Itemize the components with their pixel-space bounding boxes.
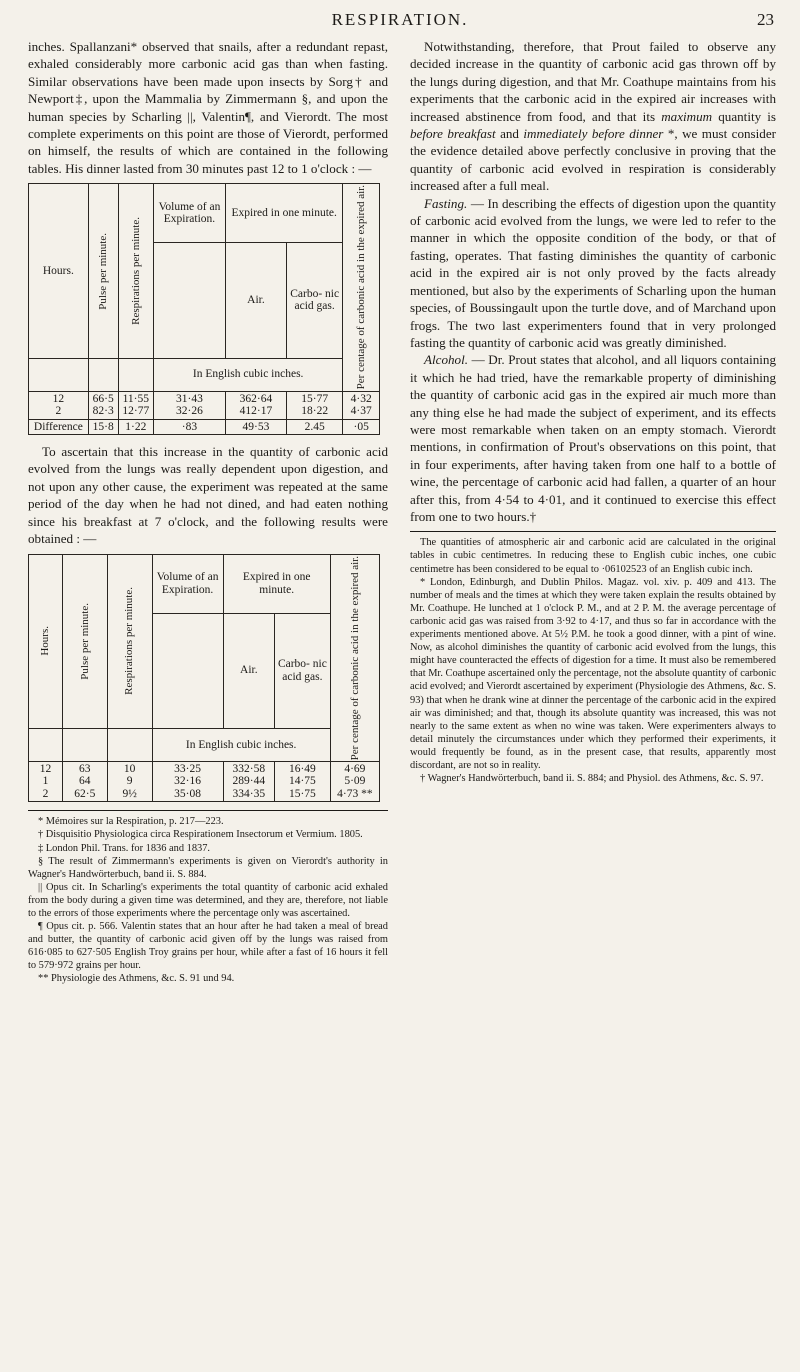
col-header-volume: Volume of an Expiration.: [153, 184, 225, 243]
intro-paragraph: inches. Spallanzani* observed that snails, after a redundant repast, exhaled considerably more carbonic acid gas than when fasting. Similar observations have been made upon insects by Sorg† and Newport‡, upon the Mammalia by Zimmermann §, and upon the human species by Scharling ||, Valentin¶, and Vierordt. The most complete experiments on this point are those of Vierordt, performed on himself, the results of which are contained in the following tables. His dinner lasted from 30 minutes past 12 to 1 o'clock : —: [28, 39, 388, 176]
col-header-volume: Volume of an Expiration.: [152, 554, 223, 613]
units-label: In English cubic inches.: [153, 358, 342, 391]
footnote: † Wagner's Handwörterbuch, band ii. S. 884; and Physiol. des Athmens, &c. S. 97.: [420, 773, 764, 785]
footnote: ** Physiologie des Athmens, &c. S. 91 und 94.: [38, 973, 235, 985]
col-header-hours: Hours.: [29, 554, 63, 728]
footnote: * London, Edinburgh, and Dublin Philos. Magaz. vol. xiv. p. 409 and 413. The number of meals and the times at which they were taken explain the results obtained by Mr. Coathupe. He lunched at 1 o'clock P. M., and at 2 P. M. the average percentage of carbonic acid gas was raised from 3·92 to 4·17, and thus so far in accordance with the experiments mentioned above. At 5½ P.M. he took a good dinner, with a pint of wine. Now, as alcohol diminishes the quantity of carbonic acid evolved from the lungs, this might have counteracted the effects of digestion for a time. It must also be remembered that Mr. Coathupe ascertained only the percentage, not the absolute quantity of carbonic acid evolved; and Vierordt ascertained by experiment (Physiologie des Athmens, &c. S. 93) that when he drank wine at dinner the percentage of the carbonic acid in the expired air was diminished; and that, though its absolute quantity was increased, this was not nearly to the same extent as when no wine was taken. Were experimenters always to detail minutely the circumstances under which they performed their experiments, it would frequently be found, as in the present case, that results, apparently most discordant, are not so in reality.: [410, 576, 776, 771]
col-header-pulse: Pulse per minute.: [62, 554, 107, 728]
footnote: ¶ Opus cit. p. 566. Valentin states that an hour after he had taken a meal of bread and butter, the quantity of carbonic acid given off by the lungs was raised from 616·085 to 627·505 English Troy grains per hour, while after a fast of 16 hours it fell to 579·972 grains per hour.: [28, 921, 388, 972]
table-fasting: [28, 554, 380, 803]
col-header-percentage: Per centage of carbonic acid in the expired air.: [343, 184, 380, 391]
footnote: § The result of Zimmermann's experiments is given on Vierordt's authority in Wagner's Handwörterbuch, band ii. S. 884.: [28, 855, 388, 880]
conclusion-paragraph: Notwithstanding, therefore, that Prout failed to observe any decided increase in the quantity of carbonic acid gas thrown off by the lungs during digestion, and that Mr. Coathupe maintains from his experiments that the carbonic acid in the expired air increases with increased abstinence from food, and that its maximum quantity is before breakfast and immediately before dinner *, we must consider the evidence detailed above perfectly conclusive in proving that the quantity of carbonic acid evolved in respiration is considerably increased after a full meal.: [410, 39, 777, 194]
footnote: The quantities of atmospheric air and carbonic acid are calculated in the original tables in cubic centimetres. In reducing these to English cubic inches, one cubic centimetre has been considered to be equal to ·06102523 of an English cubic inch.: [410, 537, 776, 575]
footnote-divider: [28, 810, 388, 811]
middle-paragraph: To ascertain that this increase in the quantity of carbonic acid evolved from the lungs was really dependent upon digestion, and not upon any other cause, the experiment was repeated at the same period of the day when he had not dined, and had eaten nothing since his breakfast at 7 o'clock, and the following results were obtained : —: [28, 444, 388, 547]
col-header-carbonic: Carbo- nic acid gas.: [286, 243, 343, 358]
left-column: [28, 38, 388, 986]
col-header-air: Air.: [223, 613, 274, 728]
col-header-hours: Hours.: [29, 184, 89, 358]
right-column: [410, 38, 776, 785]
running-header: [0, 6, 800, 34]
footnote: ‡ London Phil. Trans. for 1836 and 1837.: [38, 842, 211, 854]
footnotes-left: [28, 815, 388, 985]
table-row-difference: Difference 15·8 1·22 ·83 49·53 2.45 ·05: [29, 419, 380, 435]
col-header-expired: Expired in one minute.: [225, 184, 342, 243]
table-after-dinner: [28, 183, 380, 435]
table-row: 12 1 2 63 64 62·5 10 9 9½ 33·25 32·16 35·08 332·58 289·44 334·35 16·49 14·75 15·75 4·69 5·09 4·73 **: [29, 761, 380, 802]
running-title: RESPIRATION.: [331, 10, 469, 29]
section-heading-alcohol: Alcohol.: [424, 352, 468, 368]
table-row: 12 2 66·5 82·3 11·55 12·77 31·43 32·26 362·64 412·17 15·77 18·22 4·32 4·37: [29, 391, 380, 419]
col-header-percentage: Per centage of carbonic acid in the expired air.: [330, 554, 379, 761]
col-header-pulse: Pulse per minute.: [88, 184, 118, 358]
col-header-carbonic: Carbo- nic acid gas.: [275, 613, 331, 728]
col-header-air: Air.: [225, 243, 286, 358]
footnote: || Opus cit. In Scharling's experiments the total quantity of carbonic acid exhaled from the body during a given time was determined, and they are, therefore, not liable to the errors of those experiments where the percentage only was ascertained.: [28, 881, 388, 919]
footnote: † Disquisitio Physiologica circa Respirationem Insectorum et Vermium. 1805.: [38, 829, 363, 841]
col-header-expired: Expired in one minute.: [223, 554, 330, 613]
footnote: * Mémoires sur la Respiration, p. 217—223.: [38, 816, 224, 828]
footnotes-right: [410, 536, 776, 785]
col-header-respirations: Respirations per minute.: [107, 554, 152, 728]
col-header-respirations: Respirations per minute.: [118, 184, 153, 358]
units-label: In English cubic inches.: [152, 728, 330, 761]
section-heading-fasting: Fasting.: [424, 195, 468, 211]
alcohol-paragraph: Alcohol. — Dr. Prout states that alcohol, and all liquors containing it which he had tried, have the remarkable property of diminishing the quantity of carbonic acid gas in the expired air much more than any thing else he had made the subject of experiment, and its effects were most remarkable when taken on an empty stomach. Vierordt mentions, in confirmation of Prout's observations on this point, that in four experiments, after having taken from one half to a bottle of wine, the percentage of carbonic acid had fallen, a quarter of an hour after this, from 4·54 to 4·01, and it continued to exercise this effect from one to two hours.†: [410, 352, 776, 524]
footnote-divider: [410, 531, 776, 532]
page-number: 23: [757, 10, 774, 29]
fasting-paragraph: Fasting. — In describing the effects of digestion upon the quantity of carbonic acid evolved from the lungs, we were led to refer to the manner in which the opposite condition of the body, or that of fasting, operates. That fasting diminishes the quantity of carbonic acid in the expired air is not only proved by the facts already mentioned, but also by the experiments of Scharling upon the human species, of Boussingault upon the turtle dove, and of Marchand upon frogs. The two last experimenters found that in very prolonged fasting the quantity of carbonic acid was greatly diminished.: [410, 195, 776, 350]
